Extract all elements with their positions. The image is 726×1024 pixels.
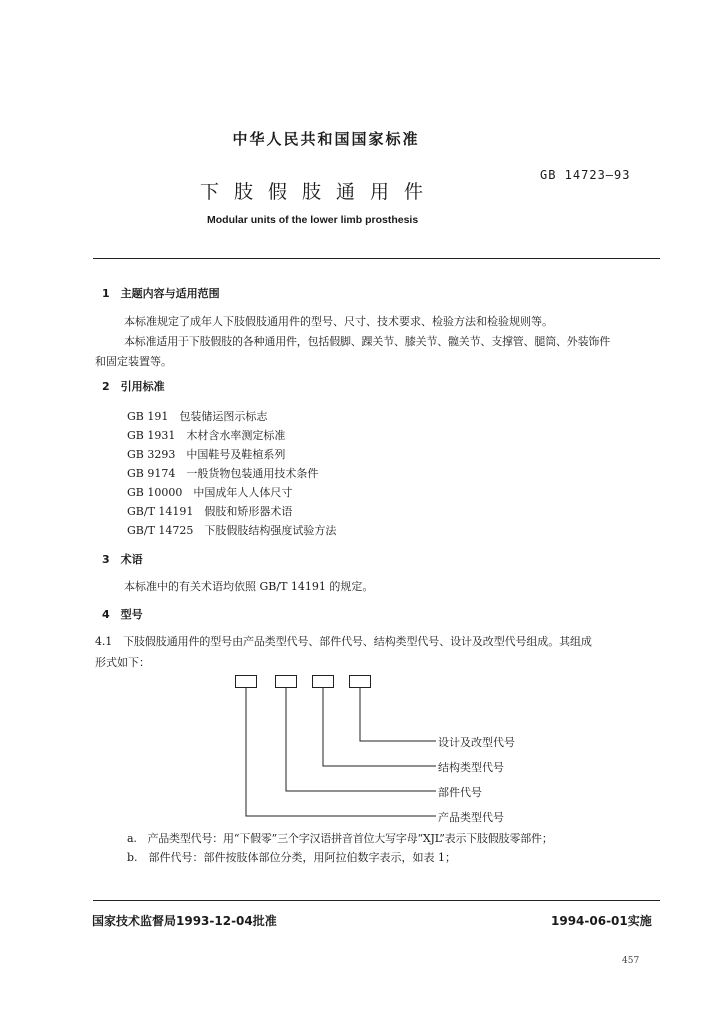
section-4-heading: 4 型号 — [102, 608, 143, 621]
reference-item: GB 191 包装储运图示标志 — [127, 410, 268, 423]
standard-number: GB 14723—93 — [540, 168, 631, 182]
diagram-label-structure-code: 结构类型代号 — [438, 761, 504, 774]
section-3-heading: 3 术语 — [102, 553, 143, 566]
diagram-label-product-code: 产品类型代号 — [438, 811, 504, 824]
page-number: 457 — [622, 956, 640, 966]
reference-item: GB/T 14725 下肢假肢结构强度试验方法 — [127, 524, 337, 537]
section-4-1-para-line-1: 4.1 下肢假肢通用件的型号由产品类型代号、部件代号、结构类型代号、设计及改型代号组成。其组成 — [95, 635, 592, 648]
section-1-para-1: 本标准规定了成年人下肢假肢通用件的型号、尺寸、技术要求、检验方法和检验规则等。 — [124, 315, 553, 328]
section-1-para-2-line-2: 和固定装置等。 — [95, 355, 172, 368]
list-item-b: b. 部件代号：部件按肢体部位分类，用阿拉伯数字表示，如表 1； — [127, 851, 457, 864]
reference-item: GB/T 14191 假肢和矫形器术语 — [127, 505, 293, 518]
english-title: Modular units of the lower limb prosthesis — [207, 214, 419, 226]
reference-item: GB 3293 中国鞋号及鞋楦系列 — [127, 448, 286, 461]
footer-divider — [93, 900, 660, 901]
national-standard-header: 中华人民共和国国家标准 — [232, 130, 420, 148]
section-1-heading: 1 主题内容与适用范围 — [102, 287, 220, 300]
diagram-label-design-code: 设计及改型代号 — [438, 736, 515, 749]
section-3-para: 本标准中的有关术语均依照 GB/T 14191 的规定。 — [124, 580, 374, 593]
section-2-heading: 2 引用标准 — [102, 380, 165, 393]
reference-item: GB 9174 一般货物包装通用技术条件 — [127, 467, 319, 480]
implementation-date: 1994-06-01实施 — [551, 914, 652, 928]
approval-date: 国家技术监督局1993-12-04批准 — [92, 914, 277, 928]
reference-item: GB 1931 木材含水率测定标准 — [127, 429, 286, 442]
list-item-a: a. 产品类型代号：用“下假零”三个字汉语拼音首位大写字母“XJL”表示下肢假肢零部件； — [127, 832, 553, 845]
reference-item: GB 10000 中国成年人人体尺寸 — [127, 486, 293, 499]
standard-title: 下肢假肢通用件 — [200, 181, 439, 203]
section-1-para-2-line-1: 本标准适用于下肢假肢的各种通用件，包括假脚、踝关节、膝关节、髋关节、支撑管、腿筒、外装饰件 — [124, 335, 610, 348]
diagram-label-component-code: 部件代号 — [438, 786, 482, 799]
section-4-1-para-line-2: 形式如下： — [95, 656, 150, 669]
